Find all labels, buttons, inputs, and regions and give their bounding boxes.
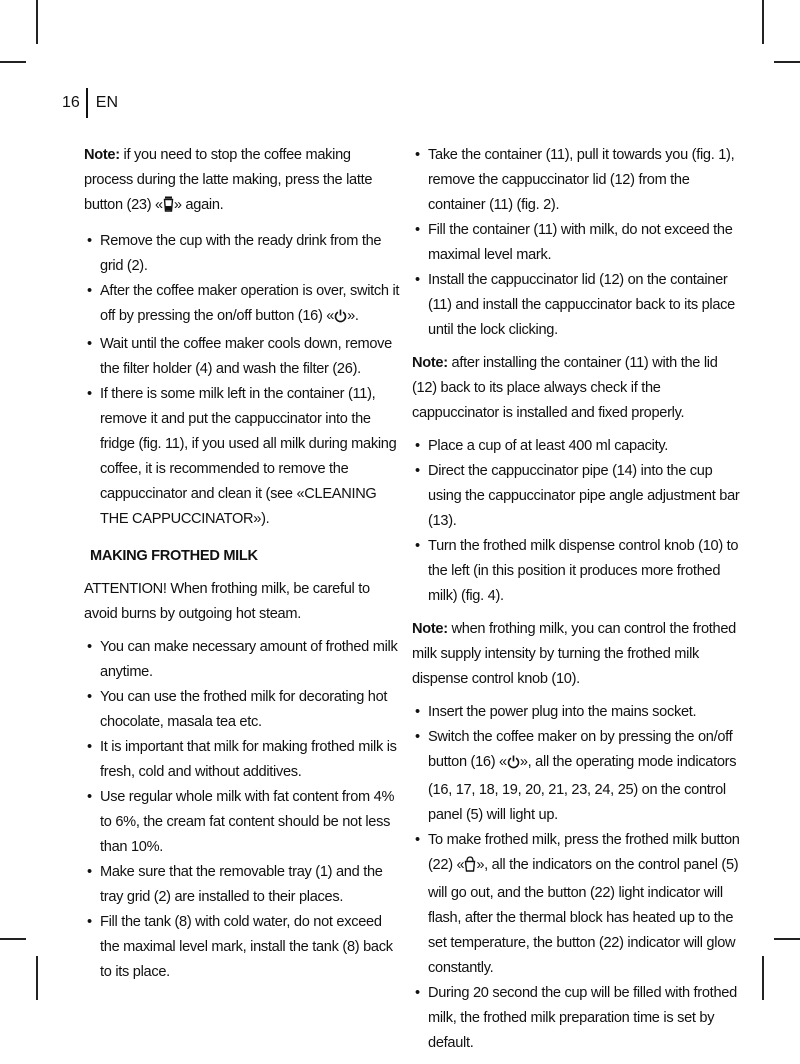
crop-mark-bottom-right-vertical xyxy=(762,956,764,1000)
container-steps-list xyxy=(412,143,742,343)
header-divider xyxy=(86,88,88,118)
crop-mark-top-left-vertical xyxy=(36,0,38,44)
note-text-end: » again. xyxy=(173,197,224,213)
list-item-text: During 20 second the cup will be filled with frothed milk, the frothed milk preparation time is set by default. xyxy=(428,985,737,1051)
list-item xyxy=(84,279,402,332)
latte-stop-note xyxy=(84,143,402,221)
page-header xyxy=(62,88,118,118)
cappuccinator-check-note xyxy=(412,351,742,426)
list-item xyxy=(412,981,742,1056)
list-item: • Install the cappuccinator lid (12) on the container (11) and install the cappuccinator back to its place until the lock clicking. xyxy=(412,268,742,343)
list-item: • Direct the cappuccinator pipe (14) into the cup using the cappuccinator pipe angle adjustment bar (13). xyxy=(412,459,742,534)
frothed-milk-icon xyxy=(464,856,476,881)
list-item: • Fill the tank (8) with cold water, do not exceed the maximal level mark, install the tank (8) back to its place. xyxy=(84,910,402,985)
list-item: • Make sure that the removable tray (1) and the tray grid (2) are installed to their places. xyxy=(84,860,402,910)
list-item-text-end: ». xyxy=(347,308,359,324)
list-item-text: Switch the coffee maker on by pressing the on/off button (16) « xyxy=(428,729,733,770)
left-column xyxy=(84,143,402,993)
latte-button-icon xyxy=(163,196,174,221)
list-item xyxy=(412,725,742,828)
power-icon xyxy=(334,307,347,332)
right-column xyxy=(412,143,742,1064)
crop-mark-bottom-right-horizontal xyxy=(774,938,800,940)
list-item: • Place a cup of at least 400 ml capacity. xyxy=(412,434,742,459)
crop-mark-top-right-vertical xyxy=(762,0,764,44)
crop-mark-top-left-horizontal xyxy=(0,61,26,63)
list-item xyxy=(84,229,402,279)
list-item: • You can make necessary amount of frothed milk anytime. xyxy=(84,635,402,685)
crop-mark-top-right-horizontal xyxy=(774,61,800,63)
list-item xyxy=(84,382,402,532)
list-item xyxy=(412,828,742,981)
note-label: Note: xyxy=(412,621,448,637)
list-item xyxy=(412,700,742,725)
list-item-text: If there is some milk left in the container (11), remove it and put the cappuccinator into the fridge (fig. 11), if you used all milk during making coffee, it is recommended to remove the cappuccinator and clean it (see «CLEANING THE CAPPUCCINATOR»). xyxy=(100,386,397,527)
froth-intensity-note xyxy=(412,617,742,692)
attention-warning: ATTENTION! When frothing milk, be careful to avoid burns by outgoing hot steam. xyxy=(84,581,370,622)
power-icon xyxy=(507,753,520,778)
crop-mark-bottom-left-horizontal xyxy=(0,938,26,940)
list-item: • You can use the frothed milk for decorating hot chocolate, masala tea etc. xyxy=(84,685,402,735)
list-item: • Take the container (11), pull it towards you (fig. 1), remove the cappuccinator lid (12) from the container (11) (fig. 2). xyxy=(412,143,742,218)
list-item: • Fill the container (11) with milk, do not exceed the maximal level mark. xyxy=(412,218,742,268)
list-item-text: Wait until the coffee maker cools down, remove the filter holder (4) and wash the filter (26). xyxy=(100,336,392,377)
list-item-text: Remove the cup with the ready drink from the grid (2). xyxy=(100,233,382,274)
list-item xyxy=(84,332,402,382)
list-item: • Turn the frothed milk dispense control knob (10) to the left (in this position it produces more frothed milk) (fig. 4). xyxy=(412,534,742,609)
frothing-tips-list xyxy=(84,635,402,985)
after-use-list xyxy=(84,229,402,532)
language-code: EN xyxy=(95,94,119,111)
cup-setup-list xyxy=(412,434,742,609)
note-text: after installing the container (11) with the lid (12) back to its place always check if the cappuccinator is installed and fixed properly. xyxy=(412,355,718,421)
note-text: if you need to stop the coffee making process during the latte making, press the latte button (23) « xyxy=(84,147,373,213)
note-text: when frothing milk, you can control the frothed milk supply intensity by turning the frothed milk dispense control knob (10). xyxy=(412,621,736,687)
crop-mark-bottom-left-vertical xyxy=(36,956,38,1000)
page-number: 16 xyxy=(62,94,80,111)
list-item: • It is important that milk for making frothed milk is fresh, cold and without additives. xyxy=(84,735,402,785)
frothing-steps-list xyxy=(412,700,742,1056)
list-item-text: After the coffee maker operation is over, switch it off by pressing the on/off button (16) « xyxy=(100,283,400,324)
note-label: Note: xyxy=(84,147,120,163)
list-item: • Use regular whole milk with fat content from 4% to 6%, the cream fat content should be not less than 10%. xyxy=(84,785,402,860)
list-item-text: Insert the power plug into the mains socket. xyxy=(428,704,697,720)
list-item-text-end: », all the operating mode indicators (16, 17, 18, 19, 20, 21, 23, 24, 25) on the control panel (5) will light up. xyxy=(428,754,737,823)
list-item-text-end: », all the indicators on the control panel (5) will go out, and the button (22) light indicator will flash, after the thermal block has heated up to the set temperature, the button (22) indicator will glow constantly. xyxy=(428,857,739,976)
note-label: Note: xyxy=(412,355,448,371)
list-item-text: To make frothed milk, press the frothed milk button (22) « xyxy=(428,832,740,873)
section-heading: MAKING FROTHED MILK xyxy=(90,548,258,564)
